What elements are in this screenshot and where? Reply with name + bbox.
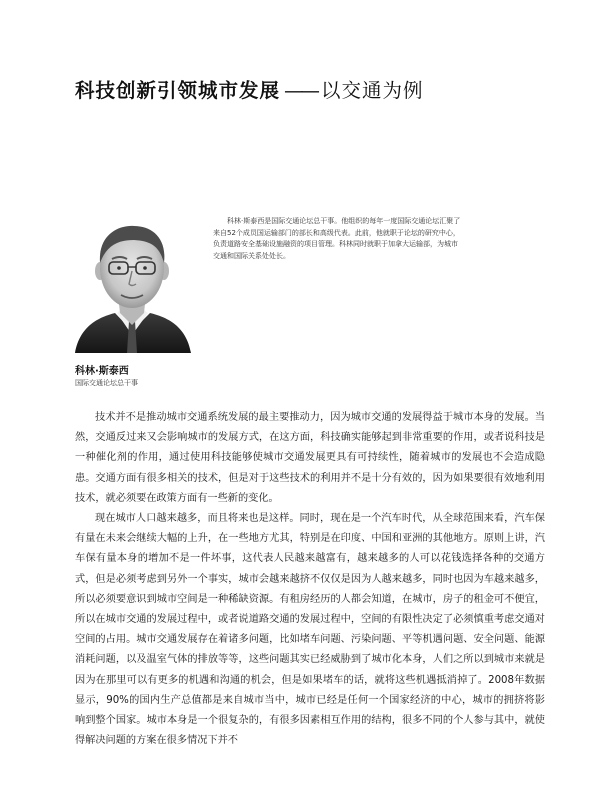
title-dash: —— — [284, 79, 318, 102]
article-body — [75, 408, 545, 751]
author-bio: 科林·斯泰西是国际交通论坛总干事。他组织的每年一度国际交通论坛汇聚了来自52个成员国运输部门的部长和高级代表。此前，他就职于论坛的研究中心，负责道路安全基础设施融资的项目管理。科林同时就职于加拿大运输部，为城市交通和国际关系处处长。 — [213, 217, 461, 260]
paragraph: 现在城市人口越来越多，而且将来也是这样。同时，现在是一个汽车时代，从全球范围来看，汽车保有量在未来会继续大幅的上升，在一些地方尤其，特别是在印度、中国和亚洲的其他地方。原则上讲，汽车保有量本身的增加不是一件坏事，这代表人民越来越富有，越来越多的人可以花钱选择各种的交通方式，但是必须考虑到另外一个事实，城市会越来越挤不仅仅是因为人越来越多，同时也因为车越来越多，所以必须要意识到城市空间是一种稀缺资源。有租房经历的人都会知道，在城市，房子的租金可不便宜，所以在城市交通的发展过程中，或者说道路交通的发展过程中，空间的有限性决定了必须慎重考虑交通对空间的占用。城市交通发展存在着诸多问题，比如堵车问题、污染问题、平等机遇问题、安全问题、能源消耗问题，以及温室气体的排放等等，这些问题其实已经威胁到了城市化本身，人们之所以到城市来就是因为在那里可以有更多的机遇和沟通的机会，但是如果堵车的话，就将这些机遇抵消掉了。2008年数据显示，90%的国内生产总值都是来自城市当中，城市已经是任何一个国家经济的中心，城市的拥挤将影响到整个国家。城市本身是一个很复杂的，有很多因素相互作用的结构，很多不同的个人参与其中，就使得解决问题的方案在很多情况下并不 — [75, 513, 545, 747]
author-portrait — [70, 213, 195, 353]
author-role: 国际交通论坛总干事 — [75, 379, 138, 387]
title-main: 科技创新引领城市发展 — [75, 79, 281, 102]
title-subtitle: 以交通为例 — [321, 79, 424, 102]
author-name: 科林·斯泰西 — [75, 366, 129, 377]
article-title — [75, 75, 424, 103]
paragraph: 技术并不是推动城市交通系统发展的最主要推动力，因为城市交通的发展得益于城市本身的发展。当然，交通反过来又会影响城市的发展方式，在这方面，科技确实能够起到非常重要的作用，或者说科技是一种催化剂的作用，通过使用科技能够使城市交通发展更具有可持续性，随着城市的发展也不会造成隐患。交通方面有很多相关的技术，但是对于这些技术的利用并不是十分有效的，因为如果要很有效地利用技术，就必须要在政策方面有一些新的变化。 — [75, 412, 545, 504]
